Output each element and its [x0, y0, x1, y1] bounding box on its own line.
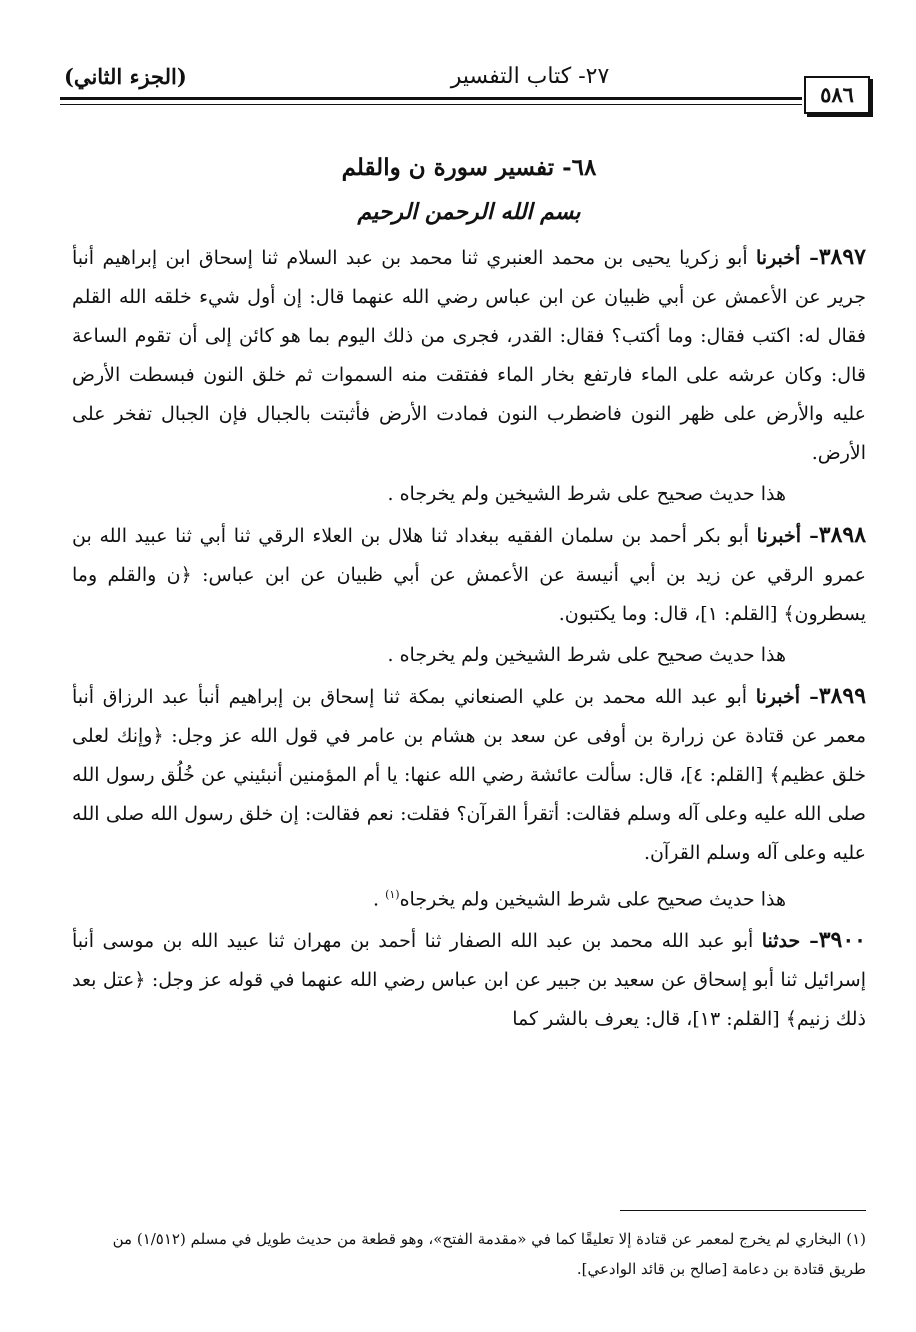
footnote-rule	[620, 1210, 866, 1211]
hadith-text: أبو زكريا يحيى بن محمد العنبري ثنا محمد بن عبد السلام ثنا إسحاق ابن إبراهيم أنبأ جرير عن الأعمش عن أبي ظبيان عن ابن عباس رضي الله عنهما قال: إن أول شيء خلقه الله القلم فقال له: اكتب فقال: وما أكتب؟ فقال: القدر، فجرى من ذلك اليوم بما هو كائن إلى أن تقوم الساعة قال: وكان عرشه على الماء فارتفع بخار الماء ففتقت منه السموات ثم خلق النون فبسطت الأرض عليه والأرض على ظهر النون فاضطرب النون فمادت الأرض فأثبتت بالجبال فإن الجبال تفخر على الأرض.	[72, 247, 866, 464]
footnote-ref[interactable]: (١)	[385, 888, 400, 901]
hadith-text: أبو بكر أحمد بن سلمان الفقيه ببغداد ثنا هلال بن العلاء الرقي ثنا أبي ثنا عبيد الله بن عمرو الرقي عن زيد بن أبي أنيسة عن الأعمش عن أبي ظبيان عن ابن عباس: ﴿ن والقلم وما يسطرون﴾ [القلم: ١]، قال: وما يكتبون.	[72, 525, 866, 625]
hadith-3900	[72, 921, 866, 1039]
hadith-number: ٣٨٩٧	[818, 244, 866, 270]
hadith-3897	[72, 238, 866, 473]
grade-end: .	[372, 888, 386, 911]
hadith-3898	[72, 516, 866, 634]
page-number: ٥٨٦	[804, 76, 870, 114]
grade-text: هذا حديث صحيح على شرط الشيخين ولم يخرجاه	[399, 888, 786, 911]
hadith-text: أبو عبد الله محمد بن علي الصنعاني بمكة ثنا إسحاق بن إبراهيم أنبأ عبد الرزاق أنبأ معمر عن قتادة عن زرارة بن أوفى عن سعد بن هشام بن عامر في قول الله عز وجل: ﴿وإنك لعلى خلق عظيم﴾ [القلم: ٤]، قال: سألت عائشة رضي الله عنها: يا أم المؤمنين أنبئيني عن خُلُق رسول الله صلى الله عليه وعلى آله وسلم فقالت: أتقرأ القرآن؟ فقلت: نعم فقالت: إن خلق رسول الله صلى الله عليه وعلى آله وسلم القرآن.	[72, 686, 866, 864]
chapter-title: ٦٨- تفسير سورة ن والقلم	[341, 154, 597, 181]
hadith-text: أبو عبد الله محمد بن عبد الله الصفار ثنا أحمد بن مهران ثنا عبيد الله بن موسى أنبأ إسرائيل ثنا أبو إسحاق عن سعيد بن جبير عن ابن عباس رضي الله عنهما في قوله عز وجل: ﴿عتل بعد ذلك زنيم﴾ [القلم: ١٣]، قال: يعرف بالشر كما	[72, 930, 866, 1031]
hadith-verb: – أخبرنا	[755, 247, 819, 269]
hadith-number: ٣٩٠٠	[818, 927, 866, 954]
basmala: بسم الله الرحمن الرحيم	[357, 199, 581, 225]
hadith-grade	[72, 875, 866, 919]
hadith-verb: – أخبرنا	[756, 525, 819, 547]
footnote-1: (١) البخاري لم يخرج لمعمر عن قتادة إلا تعليقًا كما في «مقدمة الفتح»، وهو قطعة من حديث طويل في مسلم (١/٥١٢) من طريق قتادة بن دعامة [صالح بن قائد الوادعي].	[112, 1230, 866, 1278]
running-header	[60, 52, 868, 112]
hadith-number: ٣٨٩٨	[818, 522, 867, 548]
book-title: ٢٧- كتاب التفسير	[450, 64, 610, 89]
volume-label: (الجزء الثاني)	[64, 64, 187, 89]
hadith-grade: هذا حديث صحيح على شرط الشيخين ولم يخرجاه .	[387, 644, 786, 666]
hadith-verb: – حدثنا	[761, 930, 819, 953]
main-text	[72, 146, 866, 1039]
hadith-grade: هذا حديث صحيح على شرط الشيخين ولم يخرجاه .	[387, 483, 786, 505]
hadith-verb: – أخبرنا	[755, 686, 819, 708]
hadith-3899	[72, 677, 866, 873]
header-rule	[60, 97, 802, 100]
footnotes	[72, 1224, 866, 1284]
hadith-number: ٣٨٩٩	[818, 683, 867, 709]
header-rule-thin	[60, 104, 802, 105]
